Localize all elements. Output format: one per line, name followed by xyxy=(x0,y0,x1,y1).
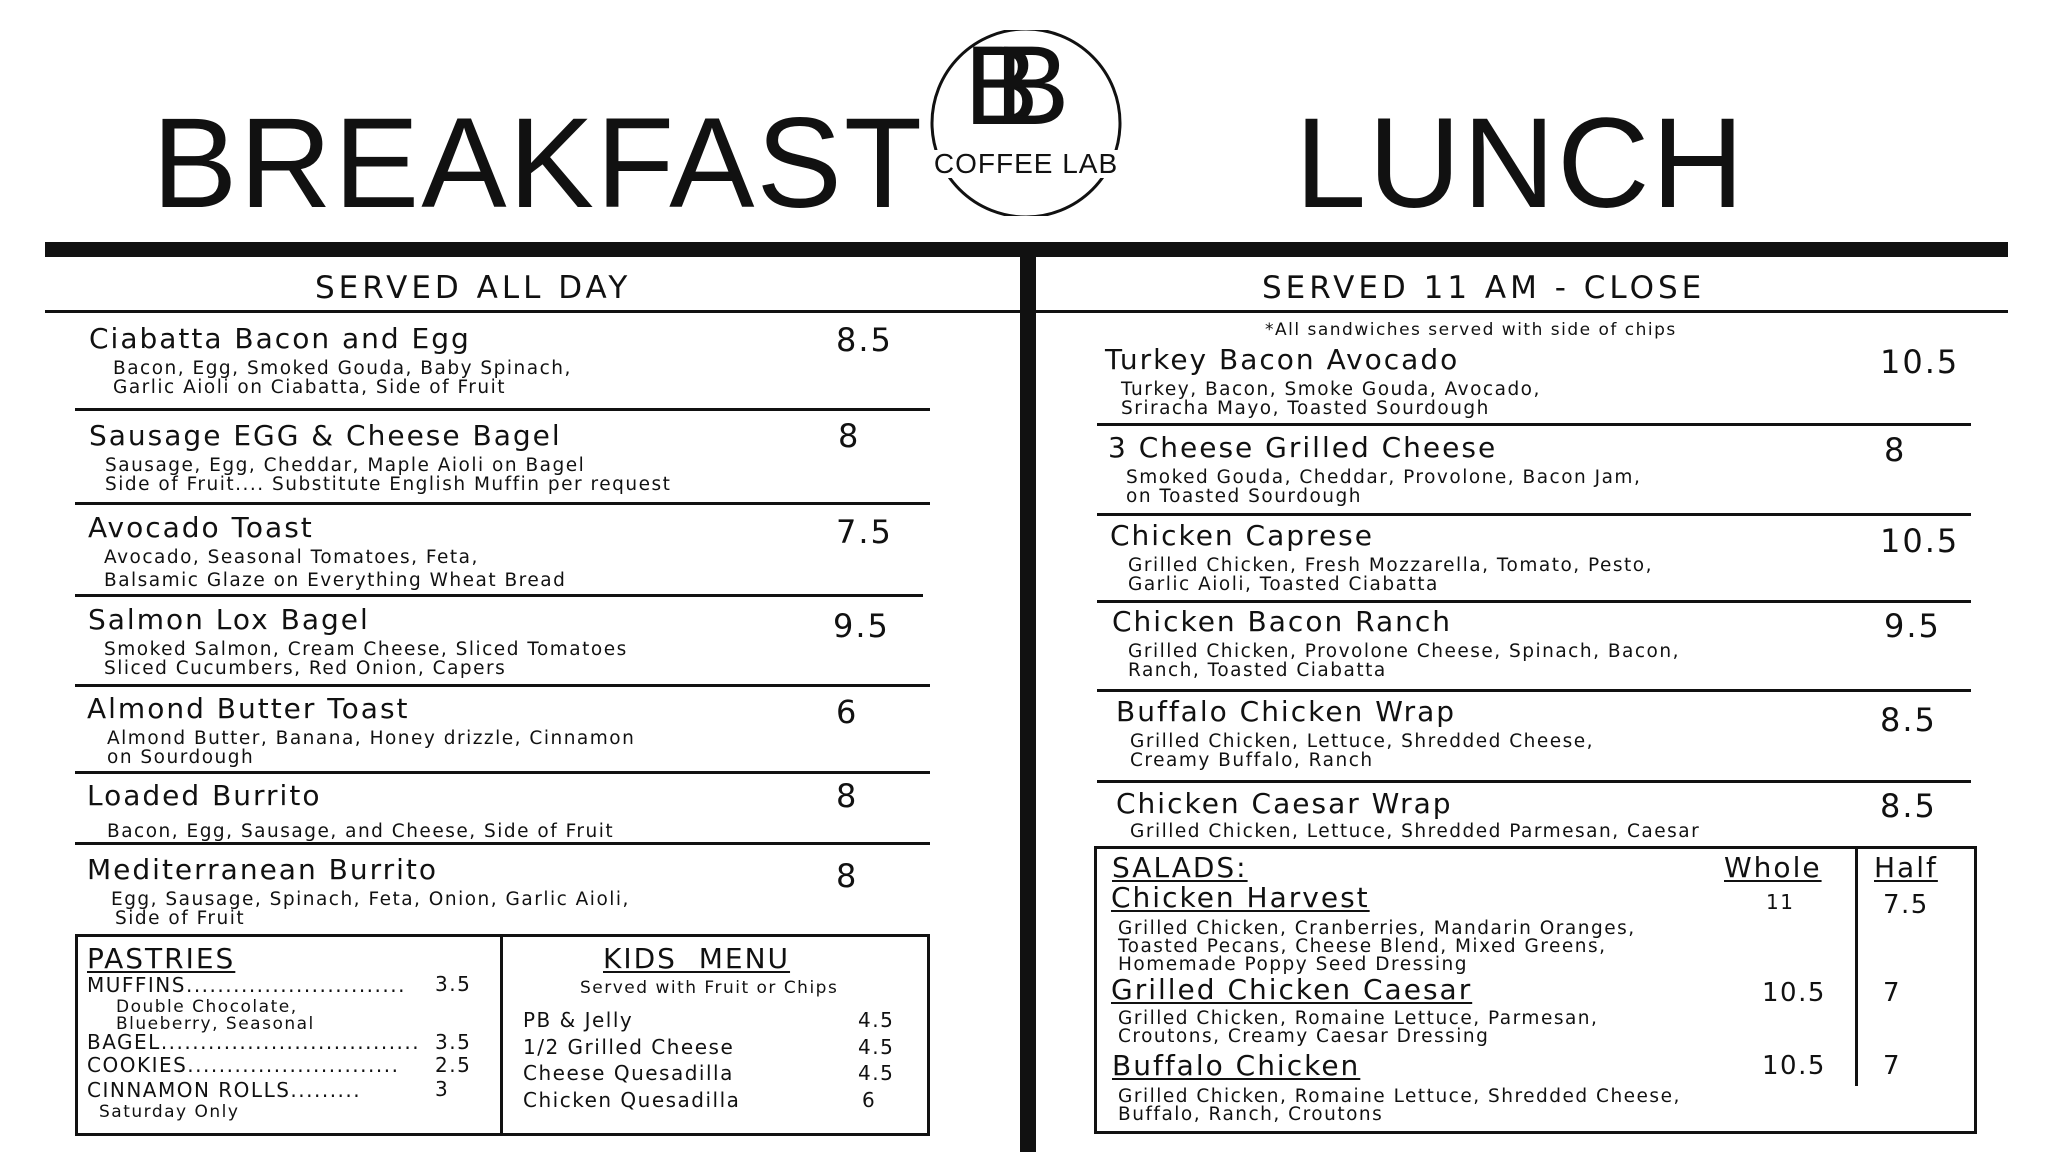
item-price: 7.5 xyxy=(836,513,893,551)
salad-name: Buffalo Chicken xyxy=(1112,1049,1361,1082)
salads-title: SALADS: xyxy=(1112,851,1248,884)
lunch-header-line xyxy=(1036,310,2008,313)
kids-item-price: 4.5 xyxy=(858,1035,895,1059)
item-desc: Grilled Chicken, Fresh Mozzarella, Tomato, Pesto, Garlic Aioli, Toasted Ciabatta xyxy=(1128,555,1653,595)
salad-half-price: 7.5 xyxy=(1883,890,1929,920)
item-desc: Turkey, Bacon, Smoke Gouda, Avocado, Sriracha Mayo, Toasted Sourdough xyxy=(1121,379,1541,419)
item-name: Loaded Burrito xyxy=(87,779,322,812)
salad-half-price: 7 xyxy=(1883,1051,1902,1081)
item-price: 8.5 xyxy=(1880,787,1937,825)
salad-whole-price: 10.5 xyxy=(1762,1051,1826,1081)
salad-whole-price: 10.5 xyxy=(1762,978,1826,1008)
kids-item: PB & Jelly xyxy=(523,1008,634,1032)
divider xyxy=(1097,600,1971,603)
salads-col-half: Half xyxy=(1874,851,1938,884)
divider xyxy=(75,771,930,774)
item-price: 10.5 xyxy=(1880,522,1960,560)
menu-item-buffalo-wrap xyxy=(1116,695,1595,771)
item-name: Salmon Lox Bagel xyxy=(88,603,370,636)
kids-item-price: 4.5 xyxy=(858,1008,895,1032)
kids-item: 1/2 Grilled Cheese xyxy=(523,1035,735,1059)
pastries-title: PASTRIES xyxy=(87,942,236,975)
divider xyxy=(1097,423,1971,426)
breakfast-header-line xyxy=(45,310,1020,313)
pastry-rolls: CINNAMON ROLLS......... xyxy=(87,1078,362,1102)
divider xyxy=(1097,780,1971,783)
salad-desc: Grilled Chicken, Cranberries, Mandarin Oranges, Toasted Pecans, Cheese Blend, Mixed Greens, Homemade Poppy Seed Dressing xyxy=(1118,918,1636,975)
item-price: 8 xyxy=(1884,431,1907,469)
item-price: 8 xyxy=(836,857,859,895)
kids-item: Cheese Quesadilla xyxy=(523,1061,734,1085)
salad-name: Chicken Harvest xyxy=(1111,881,1370,914)
item-name: Chicken Caprese xyxy=(1110,519,1374,552)
item-name: Buffalo Chicken Wrap xyxy=(1116,695,1457,728)
menu-item-3-cheese xyxy=(1108,431,1642,507)
item-desc: Almond Butter, Banana, Honey drizzle, Cinnamon on Sourdough xyxy=(107,728,636,768)
logo-monogram: BB xyxy=(964,23,1026,148)
divider xyxy=(1097,689,1971,692)
box-divider xyxy=(500,934,503,1136)
menu-item-avocado-toast xyxy=(88,511,567,591)
salad-half-price: 7 xyxy=(1883,978,1902,1008)
item-name: Chicken Bacon Ranch xyxy=(1112,605,1452,638)
menu-item-almond-toast xyxy=(87,692,636,768)
item-name: Sausage EGG & Cheese Bagel xyxy=(89,419,562,452)
salad-name: Grilled Chicken Caesar xyxy=(1111,973,1473,1006)
item-name: Avocado Toast xyxy=(88,511,314,544)
divider xyxy=(75,842,930,845)
item-name: Almond Butter Toast xyxy=(87,692,410,725)
divider xyxy=(75,594,923,597)
pastry-bagel-price: 3.5 xyxy=(435,1030,472,1054)
muffin-note-1: Double Chocolate, xyxy=(116,997,298,1017)
menu-item-ciabatta xyxy=(89,322,572,398)
item-price: 8.5 xyxy=(836,321,893,359)
coffee-lab-logo xyxy=(928,23,1124,216)
menu-item-salmon-lox xyxy=(88,603,628,679)
lunch-header: SERVED 11 AM - CLOSE xyxy=(1262,270,1706,306)
pastry-cookies-price: 2.5 xyxy=(435,1053,472,1077)
logo-circle-icon xyxy=(928,23,1124,216)
item-desc: Grilled Chicken, Lettuce, Shredded Parmesan, Caesar xyxy=(1130,821,1701,842)
kids-title: KIDS MENU xyxy=(603,942,791,975)
salad-whole-price: 11 xyxy=(1766,890,1795,914)
item-name: 3 Cheese Grilled Cheese xyxy=(1108,431,1498,464)
item-name: Ciabatta Bacon and Egg xyxy=(89,322,471,355)
salads-col-whole: Whole xyxy=(1724,851,1822,884)
divider xyxy=(75,502,930,505)
pastry-cookies: COOKIES........................... xyxy=(87,1053,400,1077)
pastry-bagel: BAGEL................................. xyxy=(87,1030,421,1054)
kids-subtitle: Served with Fruit or Chips xyxy=(580,978,839,998)
menu-item-chicken-caprese xyxy=(1110,519,1653,595)
pastry-rolls-price: 3 xyxy=(435,1077,450,1101)
item-desc: Egg, Sausage, Spinach, Feta, Onion, Garlic Aioli, Side of Fruit xyxy=(111,889,630,929)
item-price: 8 xyxy=(836,777,859,815)
item-desc: Grilled Chicken, Provolone Cheese, Spinach, Bacon, Ranch, Toasted Ciabatta xyxy=(1128,641,1680,681)
muffin-note-2: Blueberry, Seasonal xyxy=(116,1014,315,1034)
item-desc: Bacon, Egg, Smoked Gouda, Baby Spinach, Garlic Aioli on Ciabatta, Side of Fruit xyxy=(113,358,572,398)
item-price: 6 xyxy=(836,693,859,731)
item-name: Chicken Caesar Wrap xyxy=(1116,787,1453,820)
pastry-muffins-price: 3.5 xyxy=(435,972,472,996)
breakfast-header: SERVED ALL DAY xyxy=(315,270,632,306)
salads-col-divider xyxy=(1855,846,1858,1086)
divider xyxy=(75,408,930,411)
menu-item-sausage-bagel xyxy=(89,419,672,495)
item-desc: Bacon, Egg, Sausage, and Cheese, Side of Fruit xyxy=(107,821,615,842)
salad-desc: Grilled Chicken, Romaine Lettuce, Shredded Cheese, Buffalo, Ranch, Croutons xyxy=(1118,1086,1681,1125)
menu-item-chicken-bacon-ranch xyxy=(1112,605,1680,681)
menu-item-caesar-wrap xyxy=(1116,787,1701,842)
kids-item: Chicken Quesadilla xyxy=(523,1088,741,1112)
item-desc: Grilled Chicken, Lettuce, Shredded Cheese, Creamy Buffalo, Ranch xyxy=(1130,731,1595,771)
breakfast-title: BREAKFAST xyxy=(152,92,924,235)
item-price: 8.5 xyxy=(1880,701,1937,739)
item-desc: Sausage, Egg, Cheddar, Maple Aioli on Bagel Side of Fruit.... Substitute English Muffin per request xyxy=(105,455,672,495)
salad-desc: Grilled Chicken, Romaine Lettuce, Parmesan, Croutons, Creamy Caesar Dressing xyxy=(1118,1008,1599,1047)
item-name: Turkey Bacon Avocado xyxy=(1105,343,1460,376)
item-desc: Smoked Salmon, Cream Cheese, Sliced Tomatoes Sliced Cucumbers, Red Onion, Capers xyxy=(104,639,628,679)
logo-text: COFFEE LAB xyxy=(928,150,1124,178)
item-price: 10.5 xyxy=(1880,343,1960,381)
sandwich-note: *All sandwiches served with side of chips xyxy=(1265,320,1677,340)
divider xyxy=(1097,513,1971,516)
center-divider xyxy=(1020,242,1036,1152)
item-desc: Avocado, Seasonal Tomatoes, Feta, Balsamic Glaze on Everything Wheat Bread xyxy=(104,547,567,591)
menu-item-mediterranean-burrito xyxy=(87,853,630,929)
pastry-muffins: MUFFINS............................ xyxy=(87,973,406,997)
item-desc: Smoked Gouda, Cheddar, Provolone, Bacon Jam, on Toasted Sourdough xyxy=(1126,467,1642,507)
kids-item-price: 6 xyxy=(862,1088,877,1112)
menu-item-loaded-burrito xyxy=(87,779,615,842)
item-price: 9.5 xyxy=(1884,607,1941,645)
item-name: Mediterranean Burrito xyxy=(87,853,438,886)
divider xyxy=(75,684,930,687)
menu-item-turkey-bacon-avocado xyxy=(1105,343,1541,419)
rolls-note: Saturday Only xyxy=(99,1102,240,1122)
kids-item-price: 4.5 xyxy=(858,1061,895,1085)
lunch-title: LUNCH xyxy=(1295,92,1746,235)
item-price: 8 xyxy=(838,417,861,455)
item-price: 9.5 xyxy=(833,607,890,645)
